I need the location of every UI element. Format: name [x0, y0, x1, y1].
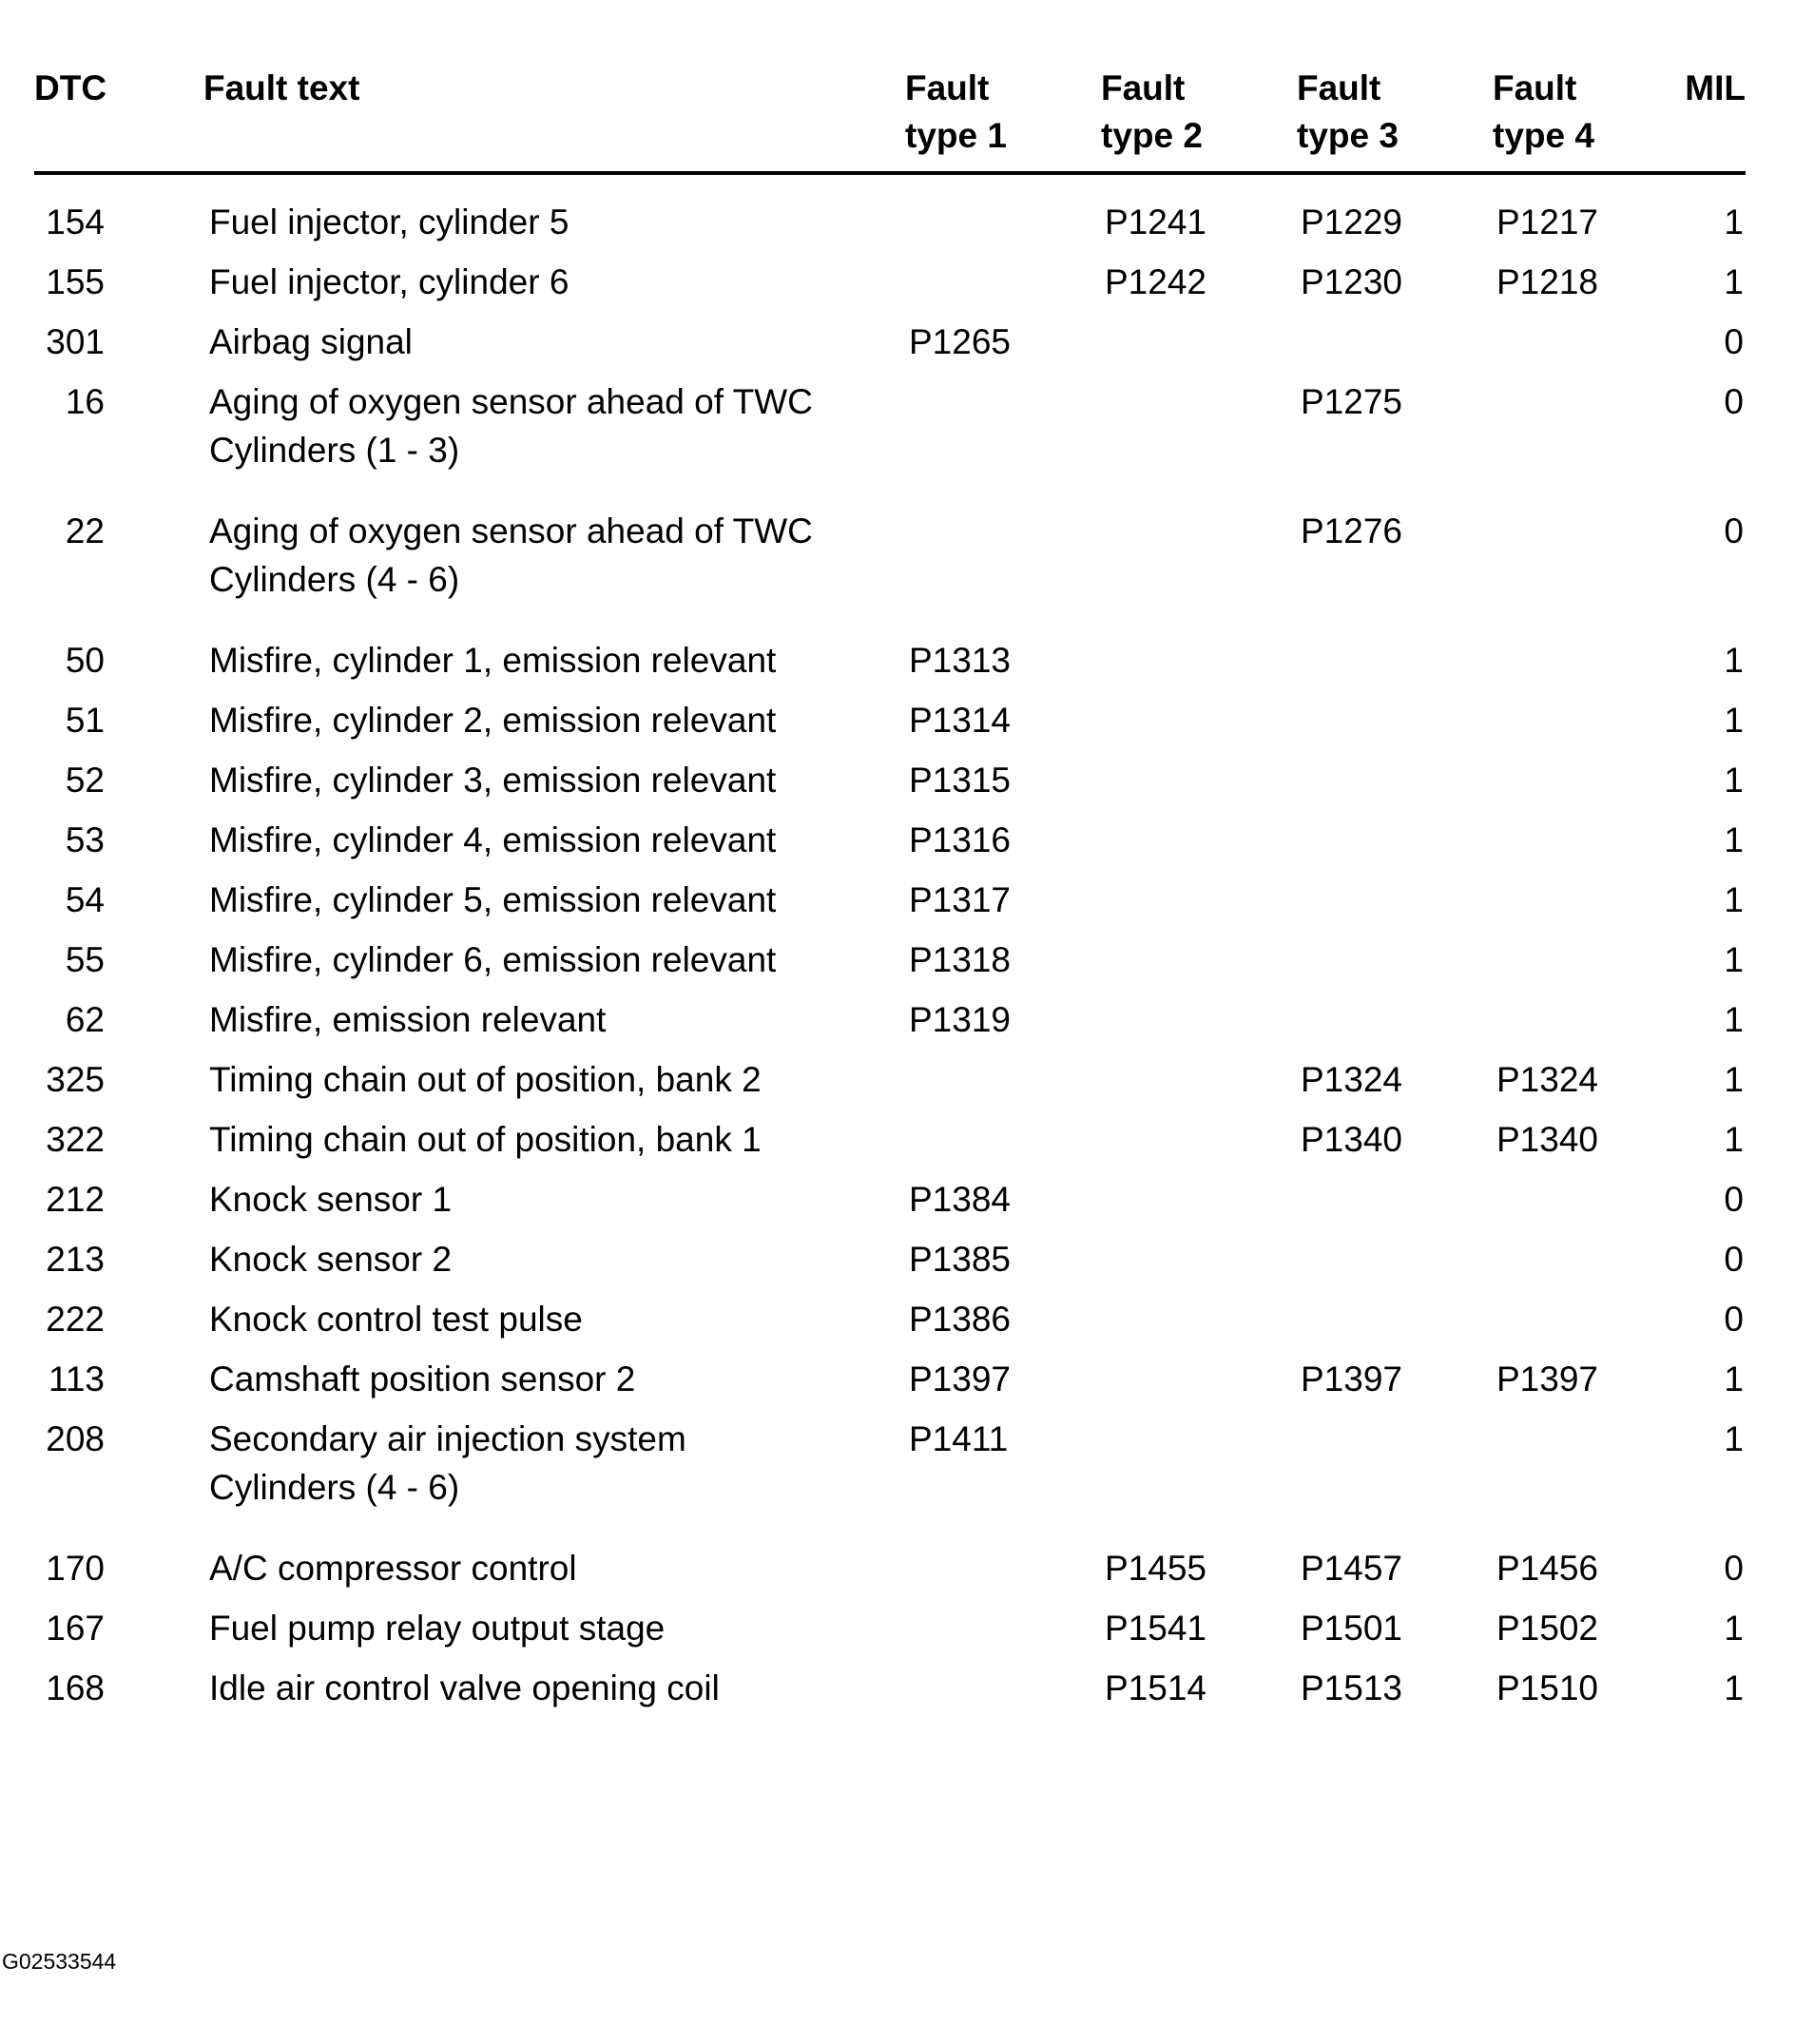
header-fault-type-1-line1: Fault [905, 68, 990, 107]
cell-fault-type-2: P1455 [1105, 1549, 1206, 1588]
cell-fault-type-3 [1297, 995, 1493, 1044]
cell-mil: 1 [1724, 641, 1744, 680]
cell-fault-type-4 [1493, 816, 1675, 864]
cell-fault-type-1: P1318 [909, 940, 1011, 979]
cell-fault-type-3: P1276 [1301, 511, 1402, 550]
cell-mil: 1 [1724, 940, 1744, 979]
cell-dtc: 322 [46, 1120, 105, 1159]
header-fault-type-4 [1493, 65, 1675, 171]
cell-dtc: 213 [46, 1240, 105, 1279]
cell-dtc: 168 [46, 1668, 105, 1707]
dtc-table [34, 65, 1746, 1718]
cell-fault-type-4 [1493, 696, 1675, 744]
cell-fault-type-1: P1315 [909, 761, 1011, 800]
cell-fault-type-4 [1493, 995, 1675, 1044]
cell-mil: 1 [1724, 202, 1744, 241]
table-header [34, 65, 1746, 175]
cell-dtc: 222 [46, 1300, 105, 1339]
cell-fault-text: Misfire, emission relevant [209, 1000, 607, 1039]
cell-fault-type-1 [905, 1664, 1101, 1712]
cell-fault-type-4 [1493, 1175, 1675, 1224]
table-row [34, 312, 1746, 372]
cell-fault-type-2 [1101, 1055, 1297, 1104]
table-row [34, 192, 1746, 252]
cell-fault-type-3 [1297, 935, 1493, 984]
cell-dtc: 212 [46, 1180, 105, 1219]
table-row [34, 252, 1746, 312]
cell-fault-type-4 [1493, 377, 1675, 488]
cell-fault-type-2 [1101, 935, 1297, 984]
cell-fault-text [203, 1415, 905, 1525]
cell-dtc: 16 [65, 382, 105, 421]
cell-fault-type-2: P1242 [1105, 262, 1206, 301]
cell-fault-type-1: P1317 [909, 880, 1011, 919]
cell-fault-type-2: P1241 [1105, 202, 1206, 241]
cell-fault-type-2 [1101, 816, 1297, 864]
cell-mil: 0 [1724, 322, 1744, 361]
cell-fault-type-3: P1324 [1301, 1060, 1402, 1099]
table-row [34, 372, 1746, 501]
cell-fault-text: Misfire, cylinder 1, emission relevant [209, 641, 777, 680]
header-fault-type-2-line1: Fault [1101, 68, 1186, 107]
cell-fault-type-2 [1101, 1175, 1297, 1224]
cell-fault-type-3 [1297, 816, 1493, 864]
cell-mil: 1 [1724, 1359, 1744, 1398]
cell-fault-type-2 [1101, 318, 1297, 366]
cell-fault-type-2 [1101, 377, 1297, 488]
cell-fault-text [203, 377, 905, 488]
table-row [34, 690, 1746, 750]
cell-dtc: 208 [46, 1419, 105, 1458]
cell-dtc: 55 [65, 940, 105, 979]
cell-fault-type-1: P1397 [909, 1359, 1011, 1398]
cell-fault-type-4: P1502 [1496, 1609, 1598, 1648]
cell-fault-type-1 [905, 377, 1101, 488]
cell-fault-type-2: P1541 [1105, 1609, 1206, 1648]
cell-mil: 1 [1724, 880, 1744, 919]
cell-fault-text: Fuel pump relay output stage [209, 1609, 666, 1648]
cell-dtc: 22 [65, 511, 105, 550]
cell-fault-type-3: P1457 [1301, 1549, 1402, 1588]
cell-fault-text: Knock sensor 1 [209, 1180, 453, 1219]
table-row [34, 750, 1746, 810]
cell-fault-type-1: P1386 [909, 1300, 1011, 1339]
cell-fault-text [203, 507, 905, 617]
cell-dtc: 170 [46, 1549, 105, 1588]
cell-fault-type-1: P1411 [909, 1419, 1009, 1458]
table-row [34, 1598, 1746, 1658]
cell-mil: 0 [1724, 1300, 1744, 1339]
cell-fault-text: Fuel injector, cylinder 6 [209, 262, 569, 301]
cell-fault-text-line1: Secondary air injection system [209, 1419, 686, 1458]
cell-fault-type-2 [1101, 756, 1297, 804]
cell-fault-type-1 [905, 1115, 1101, 1164]
cell-fault-type-4: P1456 [1496, 1549, 1598, 1588]
cell-fault-type-4 [1493, 507, 1675, 617]
cell-fault-type-2 [1101, 1115, 1297, 1164]
cell-fault-type-1: P1384 [909, 1180, 1011, 1219]
cell-dtc: 113 [48, 1359, 105, 1398]
cell-fault-type-1: P1319 [909, 1000, 1011, 1039]
table-row [34, 630, 1746, 690]
header-mil: MIL [1685, 68, 1746, 107]
cell-fault-text: Misfire, cylinder 3, emission relevant [209, 761, 777, 800]
cell-fault-type-1: P1385 [909, 1240, 1011, 1279]
cell-mil: 1 [1724, 1120, 1744, 1159]
cell-mil: 1 [1724, 820, 1744, 859]
cell-fault-type-4 [1493, 756, 1675, 804]
cell-mil: 0 [1724, 382, 1744, 421]
cell-dtc: 154 [46, 202, 105, 241]
cell-fault-text: Misfire, cylinder 2, emission relevant [209, 701, 777, 740]
cell-fault-text: Airbag signal [209, 322, 413, 361]
cell-fault-text: Misfire, cylinder 4, emission relevant [209, 820, 777, 859]
table-row [34, 1050, 1746, 1109]
cell-fault-text-line1: Aging of oxygen sensor ahead of TWC [209, 511, 813, 550]
cell-fault-text: Knock sensor 2 [209, 1240, 453, 1279]
cell-fault-text: Misfire, cylinder 5, emission relevant [209, 880, 777, 919]
cell-fault-type-2 [1101, 1415, 1297, 1525]
header-fault-type-3 [1297, 65, 1493, 171]
cell-fault-type-4 [1493, 1415, 1675, 1525]
cell-fault-type-3 [1297, 1175, 1493, 1224]
cell-fault-text: Idle air control valve opening coil [209, 1668, 720, 1707]
cell-mil: 1 [1724, 1060, 1744, 1099]
cell-fault-text-line2: Cylinders (1 - 3) [209, 431, 460, 470]
cell-fault-type-2 [1101, 636, 1297, 685]
table-row [34, 870, 1746, 930]
cell-dtc: 167 [46, 1609, 105, 1648]
cell-fault-text: Timing chain out of position, bank 2 [209, 1060, 762, 1099]
header-fault-type-3-line1: Fault [1297, 68, 1381, 107]
cell-fault-type-4 [1493, 1235, 1675, 1283]
cell-mil: 0 [1724, 1240, 1744, 1279]
cell-fault-type-1 [905, 1604, 1101, 1652]
cell-fault-text: Misfire, cylinder 6, emission relevant [209, 940, 777, 979]
cell-dtc: 155 [46, 262, 105, 301]
cell-fault-type-1: P1316 [909, 820, 1011, 859]
cell-fault-type-2: P1514 [1105, 1668, 1206, 1707]
cell-fault-type-4: P1324 [1496, 1060, 1598, 1099]
cell-fault-type-4: P1397 [1496, 1359, 1598, 1398]
cell-fault-type-1: P1265 [909, 322, 1011, 361]
table-row [34, 1109, 1746, 1169]
cell-fault-type-2 [1101, 1295, 1297, 1343]
cell-fault-type-3 [1297, 1235, 1493, 1283]
cell-fault-type-2 [1101, 1355, 1297, 1403]
cell-fault-text: Camshaft position sensor 2 [209, 1359, 636, 1398]
cell-fault-text: Knock control test pulse [209, 1300, 583, 1339]
cell-fault-type-3 [1297, 876, 1493, 924]
header-fault-type-4-line2: type 4 [1493, 116, 1594, 155]
cell-fault-type-2 [1101, 507, 1297, 617]
cell-dtc: 51 [65, 701, 105, 740]
header-fault-type-1-line2: type 1 [905, 116, 1007, 155]
cell-mil: 1 [1724, 1419, 1744, 1458]
cell-fault-type-1: P1314 [909, 701, 1011, 740]
cell-fault-type-1: P1313 [909, 641, 1011, 680]
header-fault-type-3-line2: type 3 [1297, 116, 1399, 155]
cell-fault-type-1 [905, 198, 1101, 246]
cell-fault-type-2 [1101, 995, 1297, 1044]
cell-mil: 1 [1724, 1609, 1744, 1648]
cell-fault-type-3: P1230 [1301, 262, 1402, 301]
cell-mil: 0 [1724, 1549, 1744, 1588]
cell-dtc: 50 [65, 641, 105, 680]
cell-mil: 1 [1724, 1668, 1744, 1707]
cell-fault-type-3 [1297, 1415, 1493, 1525]
cell-dtc: 53 [65, 820, 105, 859]
table-row [34, 1229, 1746, 1289]
cell-fault-type-4 [1493, 318, 1675, 366]
cell-mil: 0 [1724, 1180, 1744, 1219]
cell-fault-type-3 [1297, 1295, 1493, 1343]
cell-fault-type-3 [1297, 756, 1493, 804]
cell-fault-type-1 [905, 258, 1101, 306]
cell-fault-type-4: P1217 [1496, 202, 1598, 241]
cell-fault-type-1 [905, 1055, 1101, 1104]
cell-dtc: 54 [65, 880, 105, 919]
table-row [34, 1538, 1746, 1598]
cell-mil: 1 [1724, 701, 1744, 740]
cell-fault-type-1 [905, 507, 1101, 617]
cell-fault-type-3: P1340 [1301, 1120, 1402, 1159]
cell-fault-type-2 [1101, 1235, 1297, 1283]
cell-fault-type-1 [905, 1544, 1101, 1592]
cell-fault-text-line1: Aging of oxygen sensor ahead of TWC [209, 382, 813, 421]
header-fault-type-2-line2: type 2 [1101, 116, 1203, 155]
cell-dtc: 62 [65, 1000, 105, 1039]
cell-fault-text-line2: Cylinders (4 - 6) [209, 560, 460, 599]
cell-dtc: 52 [65, 761, 105, 800]
cell-fault-type-3: P1229 [1301, 202, 1402, 241]
figure-id: G02533544 [2, 1949, 117, 1974]
cell-mil: 0 [1724, 511, 1744, 550]
header-fault-text: Fault text [203, 68, 360, 107]
table-row [34, 1658, 1746, 1718]
cell-mil: 1 [1724, 761, 1744, 800]
cell-fault-type-3 [1297, 318, 1493, 366]
cell-fault-text-line2: Cylinders (4 - 6) [209, 1468, 460, 1507]
header-fault-type-2 [1101, 65, 1297, 171]
cell-fault-text: Fuel injector, cylinder 5 [209, 202, 569, 241]
cell-fault-type-4: P1340 [1496, 1120, 1598, 1159]
table-row [34, 810, 1746, 870]
cell-fault-text: Timing chain out of position, bank 1 [209, 1120, 762, 1159]
cell-fault-type-4: P1218 [1496, 262, 1598, 301]
header-dtc: DTC [34, 68, 107, 107]
cell-fault-type-4 [1493, 636, 1675, 685]
cell-fault-type-2 [1101, 876, 1297, 924]
header-fault-type-4-line1: Fault [1493, 68, 1577, 107]
table-row [34, 990, 1746, 1050]
cell-fault-type-3: P1501 [1301, 1609, 1402, 1648]
cell-fault-text: A/C compressor control [209, 1549, 577, 1588]
cell-fault-type-3: P1275 [1301, 382, 1402, 421]
table-row [34, 1349, 1746, 1409]
cell-fault-type-2 [1101, 696, 1297, 744]
table-row [34, 501, 1746, 630]
cell-fault-type-3 [1297, 636, 1493, 685]
cell-fault-type-3: P1513 [1301, 1668, 1402, 1707]
table-row [34, 930, 1746, 990]
table-row [34, 1289, 1746, 1349]
table-body [34, 175, 1746, 1718]
cell-fault-type-4 [1493, 1295, 1675, 1343]
cell-mil: 1 [1724, 262, 1744, 301]
cell-fault-type-3: P1397 [1301, 1359, 1402, 1398]
cell-fault-type-4: P1510 [1496, 1668, 1598, 1707]
cell-fault-type-4 [1493, 935, 1675, 984]
cell-dtc: 325 [46, 1060, 105, 1099]
cell-fault-type-3 [1297, 696, 1493, 744]
table-row [34, 1169, 1746, 1229]
table-row [34, 1409, 1746, 1538]
cell-fault-type-4 [1493, 876, 1675, 924]
cell-mil: 1 [1724, 1000, 1744, 1039]
cell-dtc: 301 [46, 322, 105, 361]
header-fault-type-1 [905, 65, 1101, 171]
